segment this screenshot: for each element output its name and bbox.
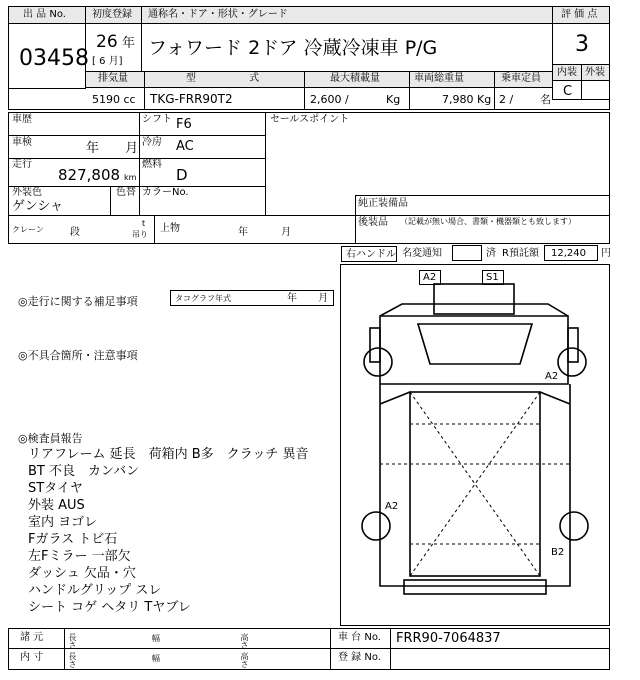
car-name: フォワード 2ドア 冷蔵冷凍車 P/G [148,37,438,59]
spec-row-line [8,109,610,110]
wheel-rear-right [560,512,588,540]
driving-title: ◎走行に関する補足事項 [18,295,138,308]
spec-divider [144,71,145,110]
handle-cell [341,246,397,262]
lot-number-cell [8,23,89,89]
chassis-value: FRR90-7064837 [396,631,501,646]
ac-value: AC [176,139,194,154]
lot-number: 03458 [19,46,89,71]
cargo-box [410,392,540,576]
details-line [8,135,265,136]
ext-color-label: 外装色 [12,187,42,198]
weight-unit: Kg [477,93,492,106]
inspector-line: 外装 AUS [28,498,85,513]
model-value: TKG-FRR90T2 [150,92,233,106]
details-divider [139,112,140,215]
exterior-grade-cell [581,80,610,100]
shift-label: シフト [142,114,172,125]
load-unit: Kg [386,93,401,106]
r-value: 12,240 [551,248,586,259]
aftermarket-note: （記載が無い場合、書類・機器類とも致します） [400,217,576,226]
reg-no-label: 登 録 No. [338,652,381,663]
chassis-label: 車 台 No. [338,632,381,643]
spec-label-row [85,71,553,88]
inspector-line: ダッシュ 欠品・穴 [28,566,136,581]
genuine-label: 純正装備品 [358,198,408,209]
reg-year: 26 [96,32,118,52]
load-value: 2,600 / [310,93,349,106]
crane-divider [154,215,155,244]
mirror-left [370,328,380,362]
reg-label-cell [85,6,142,24]
crane-label: クレーン [12,225,44,234]
aftermarket-label: 後装品 [358,217,388,228]
footer-line [8,648,610,649]
details-divider [110,186,111,215]
inspector-line: 室内 ヨゴレ [28,515,98,530]
exterior-label-cell [581,64,610,81]
inspector-line: リアフレーム 延長 荷箱内 B多 クラッチ 異音 [28,447,309,462]
crane-ton: t [142,219,146,228]
mark-s1-top [482,270,504,285]
stain-label: 済 [486,248,496,259]
footer-len-1: 長さ [68,633,77,649]
footer-divider [64,628,65,670]
mileage-value: 827,808 [58,166,121,184]
interior-label-cell [552,64,582,81]
handle-value: 右ハンドル [346,249,396,260]
grade-value: 3 [575,32,589,57]
footer-width-1: 幅 [152,634,160,643]
spec-divider [409,71,410,110]
tacho-label: タコグラフ年式 [175,294,231,303]
mileage-label: 走行 [12,159,32,170]
ext-color-value: ゲンシャ [12,199,64,214]
mark-b2-right: B2 [551,547,565,558]
inspector-line: ハンドルグリップ スレ [28,583,162,598]
cab-roof [434,284,514,314]
windshield [418,324,532,364]
inspect-value: 年 月 [86,141,139,156]
sales-point-label: セールスポイント [270,114,350,125]
details-line [355,195,610,196]
details-line [8,215,610,216]
r-value-cell [544,245,598,261]
color-no-label2: カラーNo. [142,187,189,198]
crane-stage: 段 [70,227,80,238]
tacho-cell [170,290,334,306]
footer-divider [390,628,391,670]
r-label: R預託額 [502,248,539,259]
weight-label: 車両総重量 [414,73,464,84]
disp-label: 排気量 [98,73,128,84]
grade-label-cell [552,6,610,24]
cap-value: 2 / [499,93,514,106]
upper-label: 上物 [160,223,180,234]
disp-value: 5190 cc [92,93,136,106]
model-label: 型 式 [186,73,260,84]
footer-divider [330,628,331,670]
mark-a2-right: A2 [545,371,559,382]
car-name-cell [141,23,553,72]
cap-unit: 名 [540,93,551,106]
rear-bumper [404,580,546,594]
inspector-line: Fガラス トビ石 [28,532,118,547]
inspector-line: STタイヤ [28,481,83,496]
details-line [8,158,265,159]
details-line [8,186,265,187]
footer-width-2: 幅 [152,654,160,663]
footer-frame [8,628,610,670]
lot-label: 出 品 No. [23,9,66,20]
name-change-box [452,245,482,261]
upper-value: 年 月 [238,227,292,238]
lot-label-cell [8,6,86,24]
reg-value-cell [85,23,142,72]
inspector-line: BT 不良 カンバン [28,464,140,479]
mark-a2-top [419,270,441,285]
mileage-unit: km [124,173,137,182]
inspector-line: シート コゲ ヘタリ Tヤブレ [28,600,191,615]
load-label: 最大積載量 [330,73,380,84]
reg-year-unit: 年 [122,36,136,51]
interior-grade: C [563,84,573,99]
footer-dim1: 諸 元 [20,632,44,643]
truck-diagram [340,264,610,626]
mark-a2-left: A2 [385,501,399,512]
exterior-label: 外装 [585,67,605,78]
details-divider [265,112,266,215]
weight-value: 7,980 [442,93,474,106]
interior-grade-cell [552,80,582,100]
ac-label: 冷房 [142,137,162,148]
interior-label: 内装 [557,67,577,78]
reg-label: 初度登録 [92,9,132,20]
footer-height-1: 高さ [240,633,249,649]
mark-a2-top-label: A2 [423,272,437,283]
inspector-lines [28,448,338,618]
grade-label: 評 価 点 [561,9,598,20]
inspector-line: 左Fミラー 一部欠 [28,549,131,564]
cap-label: 乗車定員 [501,73,541,84]
defect-title: ◎不具合箇所・注意事項 [18,349,138,362]
footer-height-2: 高さ [240,652,249,668]
reg-month: [ 6 月] [92,56,123,67]
name-change-label: 名変通知 [402,248,442,259]
shift-value: F6 [176,117,192,132]
name-label: 通称名・ドア・形状・グレード [148,9,288,20]
inspector-title: ◎検査員報告 [18,432,83,445]
tacho-value: 年 月 [287,293,329,304]
footer-len-2: 長さ [68,652,77,668]
crane-hoist: 吊り [132,230,148,239]
spec-divider [304,71,305,110]
cab-outline [380,316,568,384]
r-unit: 円 [601,248,611,259]
footer-dim2: 内 寸 [20,652,44,663]
mirror-right [568,328,578,362]
spec-divider [494,71,495,110]
inspect-label: 車検 [12,137,32,148]
grade-cell [552,23,610,65]
mark-s1-top-label: S1 [486,272,499,283]
details-divider [355,195,356,244]
name-label-cell [141,6,553,24]
fuel-label: 燃料 [142,159,162,170]
fuel-value: D [176,166,188,184]
color-no-label: 色替 [116,187,136,198]
history-label: 車歴 [12,114,32,125]
wheel-rear-left [362,512,390,540]
